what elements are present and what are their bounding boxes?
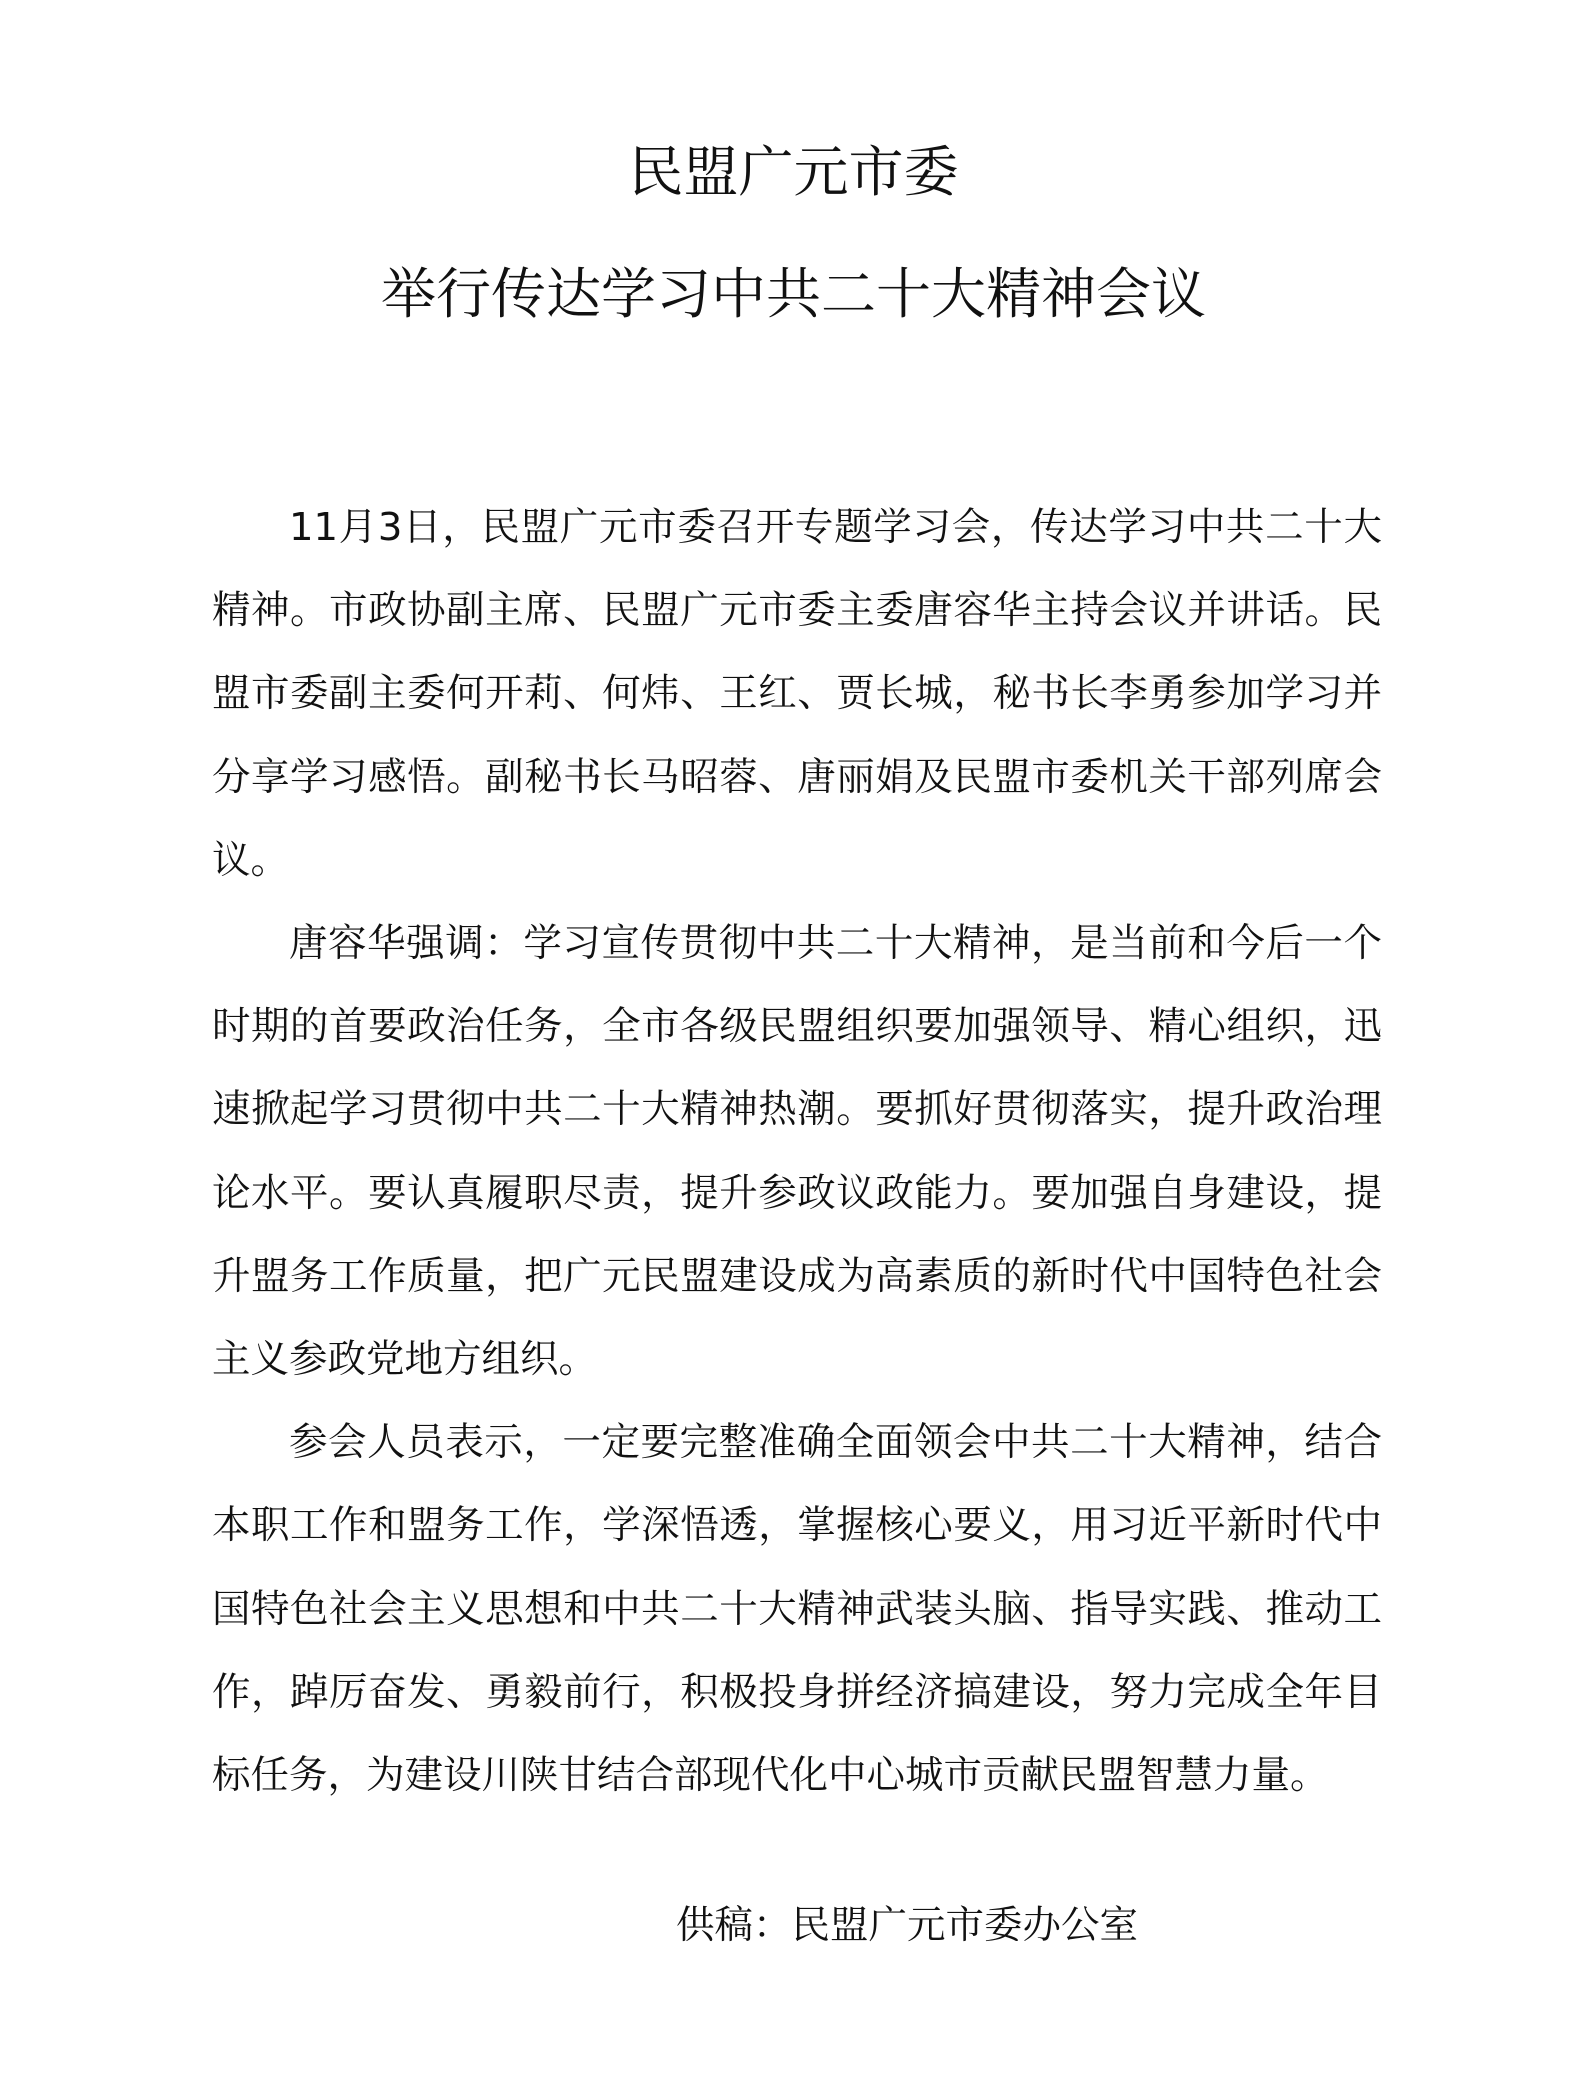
body-paragraph-3: 参会人员表示，一定要完整准确全面领会中共二十大精神，结合本职工作和盟务工作，学深悟透，掌握核心要义，用习近平新时代中国特色社会主义思想和中共二十大精神武装头脑、指导实践、推动工作，踔厉奋发、勇毅前行，积极投身拼经济搞建设，努力完成全年目标任务，为建设川陕甘结合部现代化中心城市贡献民盟智慧力量。 [212, 1420, 1382, 1799]
document-title-line-1: 民盟广元市委 [628, 140, 959, 204]
document-body [212, 486, 1382, 1817]
document-title-line-2: 举行传达学习中共二十大精神会议 [380, 262, 1206, 326]
body-paragraph-1: 11月3日，民盟广元市委召开专题学习会，传达学习中共二十大精神。市政协副主席、民盟广元市委主委唐容华主持会议并讲话。民盟市委副主委何开莉、何炜、王红、贾长城，秘书长李勇参加学习并分享学习感悟。副秘书长马昭蓉、唐丽娟及民盟市委机关干部列席会议。 [212, 505, 1382, 883]
source-credit: 供稿：民盟广元市委办公室 [676, 1903, 1139, 1948]
body-paragraph-2: 唐容华强调：学习宣传贯彻中共二十大精神，是当前和今后一个时期的首要政治任务，全市各级民盟组织要加强领导、精心组织，迅速掀起学习贯彻中共二十大精神热潮。要抓好贯彻落实，提升政治理论水平。要认真履职尽责，提升参政议政能力。要加强自身建设，提升盟务工作质量，把广元民盟建设成为高素质的新时代中国特色社会主义参政党地方组织。 [212, 921, 1382, 1383]
